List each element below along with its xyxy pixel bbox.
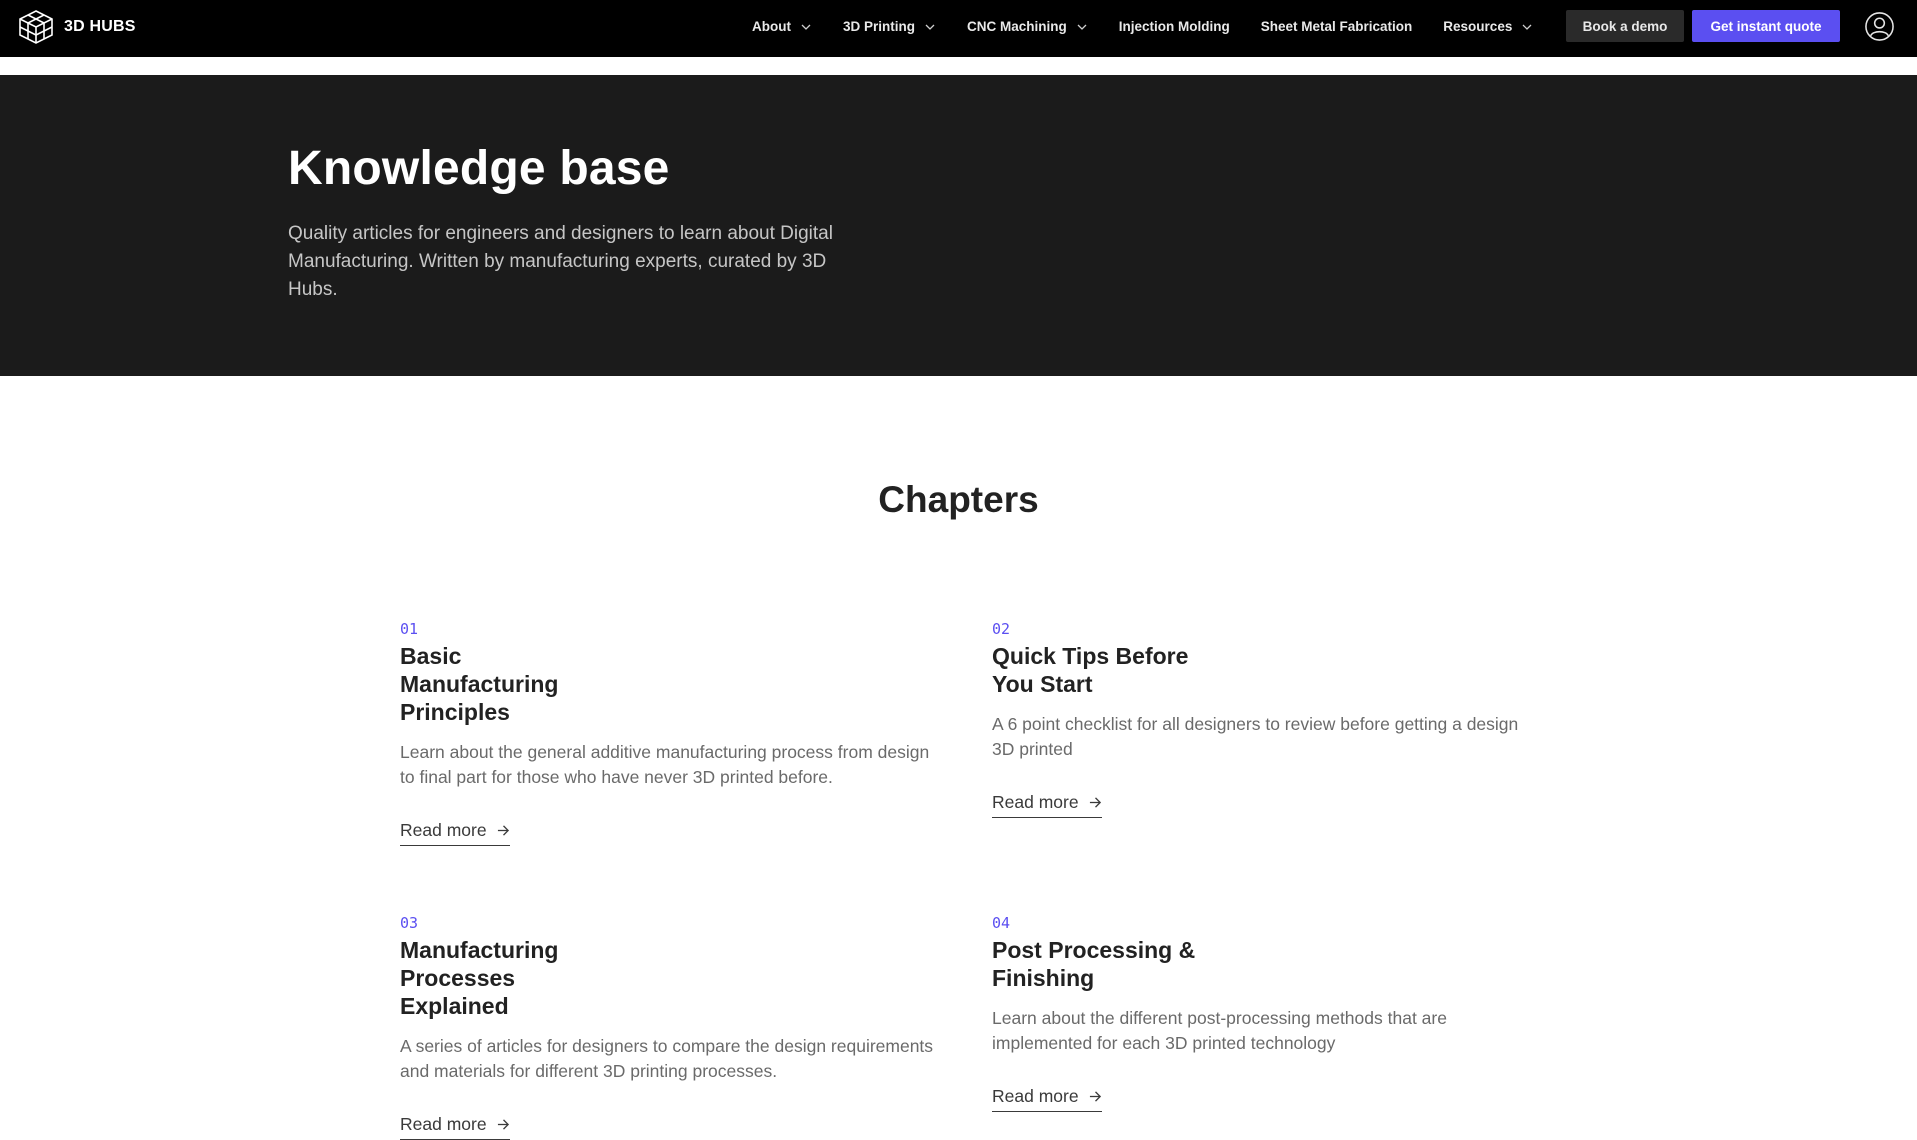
chapter-title-line: Post Processing & (992, 937, 1196, 963)
top-navigation (0, 0, 1917, 57)
chapter-title-line: Quick Tips Before (992, 643, 1189, 669)
hexagon-cube-logo-icon (16, 9, 56, 45)
read-more-label: Read more (400, 1114, 487, 1134)
chapter-title-line: Manufacturing (400, 937, 559, 963)
nav-item-cnc-machining[interactable] (967, 19, 1088, 34)
chapter-number: 01 (400, 620, 419, 638)
nav-item-resources[interactable] (1443, 19, 1533, 34)
brand-logo[interactable] (16, 10, 136, 44)
chapters-heading: Chapters (878, 479, 1039, 520)
chapter-title[interactable] (992, 936, 1532, 992)
read-more-link[interactable] (992, 1086, 1102, 1112)
chapter-card (400, 913, 940, 1140)
chapter-description: Learn about the different post-processing methods that are implemented for each 3D printed technology (992, 1008, 1447, 1053)
nav-item-label: Resources (1443, 19, 1513, 34)
chapter-title[interactable] (992, 642, 1532, 698)
arrow-right-icon (497, 1118, 510, 1131)
page-title: Knowledge base (288, 142, 670, 195)
nav-item-3d-printing[interactable] (843, 19, 936, 34)
read-more-link[interactable] (400, 1114, 510, 1140)
read-more-link[interactable] (992, 792, 1102, 818)
chevron-down-icon (1521, 21, 1533, 33)
read-more-link[interactable] (400, 820, 510, 846)
hero-description: Quality articles for engineers and designers to learn about Digital Manufacturing. Written by manufacturing experts, curated by 3D Hubs. (288, 223, 833, 300)
chapter-title-line: Processes (400, 965, 516, 991)
nav-item-label: 3D Printing (842, 19, 915, 34)
hero-section (0, 75, 1917, 376)
chevron-down-icon (1076, 21, 1088, 33)
read-more-label: Read more (992, 792, 1079, 812)
chapter-card (992, 913, 1532, 1112)
chapter-number: 03 (400, 914, 419, 932)
chapter-title-line: Principles (400, 699, 510, 725)
chevron-down-icon (924, 21, 936, 33)
chapter-number: 04 (992, 914, 1011, 932)
chapter-title-line: Basic (400, 643, 462, 669)
nav-item-about[interactable] (752, 19, 812, 34)
nav-item-label: About (752, 19, 791, 34)
nav-item-sheet-metal[interactable] (1261, 19, 1413, 34)
chevron-down-icon (800, 21, 812, 33)
chapter-number: 02 (992, 620, 1011, 638)
nav-item-label: Injection Molding (1118, 19, 1230, 34)
chapter-title-line: Explained (400, 993, 509, 1019)
get-instant-quote-button[interactable]: Get instant quote (1692, 10, 1840, 42)
user-circle-icon[interactable] (1864, 11, 1895, 42)
nav-links (752, 0, 1564, 53)
chapter-description: A 6 point checklist for all designers to review before getting a design 3D printed (992, 714, 1519, 759)
nav-item-label: Sheet Metal Fabrication (1260, 19, 1413, 34)
read-more-label: Read more (400, 820, 487, 840)
brand-name: 3D HUBS (64, 18, 136, 35)
chapter-title[interactable] (400, 642, 940, 726)
nav-item-injection-molding[interactable] (1119, 19, 1230, 34)
chapter-title[interactable] (400, 936, 940, 1020)
read-more-label: Read more (992, 1086, 1079, 1106)
arrow-right-icon (1089, 1090, 1102, 1103)
chapter-card (992, 619, 1532, 818)
chapter-card (400, 619, 940, 846)
chapter-title-line: Finishing (992, 965, 1095, 991)
arrow-right-icon (497, 824, 510, 837)
chapter-description: A series of articles for designers to compare the design requirements and materials for different 3D printing processes. (400, 1036, 934, 1081)
nav-item-label: CNC Machining (967, 19, 1067, 34)
book-demo-button[interactable]: Book a demo (1566, 10, 1684, 42)
chapter-title-line: You Start (992, 671, 1093, 697)
chapter-description: Learn about the general additive manufacturing process from design to final part for those who have never 3D printed before. (400, 742, 930, 787)
chapter-title-line: Manufacturing (400, 671, 559, 697)
arrow-right-icon (1089, 796, 1102, 809)
